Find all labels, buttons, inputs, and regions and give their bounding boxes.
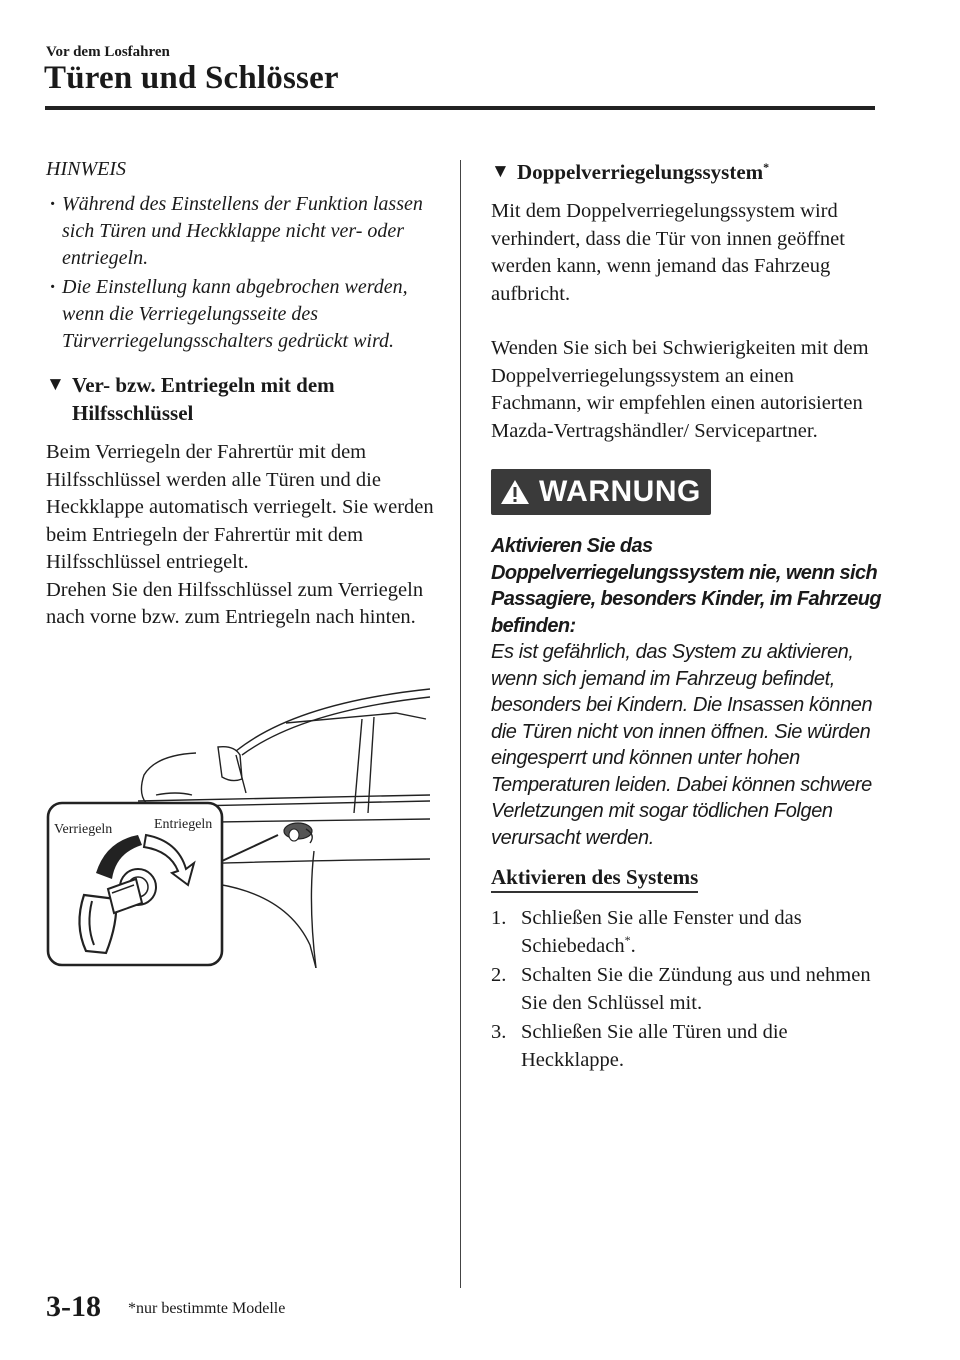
note-item: · Während des Einstellens der Funktion lassen sich Türen und Heckklappe nicht ver- oder entriegeln.	[46, 191, 436, 272]
warning-bold-text: Aktivieren Sie das Doppelverriegelungssystem nie, wenn sich Passagiere, besonders Kinder, im Fahrzeug befinden:	[491, 535, 881, 637]
step-number: 1.	[491, 907, 507, 929]
page-number: 3-18	[46, 1290, 101, 1323]
step-text: Schließen Sie alle Türen und die Heckklappe.	[521, 1021, 788, 1071]
list-item	[491, 905, 881, 960]
lock-label: Verriegeln	[54, 822, 113, 837]
key-illustration	[46, 683, 432, 968]
warning-text	[491, 533, 881, 851]
warning-badge	[491, 469, 711, 515]
step-number: 2.	[491, 964, 507, 986]
footnote-mark: *	[763, 160, 770, 174]
note-heading: HINWEIS	[46, 158, 126, 180]
note-item: · Die Einstellung kann abgebrochen werden, wenn die Verriegelungsseite des Türverriegelungsschalters gedrückt wird.	[46, 274, 436, 355]
activation-steps	[491, 905, 881, 1074]
subsection-paragraph: Drehen Sie den Hilfsschlüssel zum Verriegeln nach vorne bzw. zum Entriegeln nach hinten.	[46, 578, 424, 628]
warning-body-text: Es ist gefährlich, das System zu aktivieren, wenn sich jemand im Fahrzeug befindet, besonders bei Kindern. Die Insassen können die Türen nicht von innen öffnen. Sie würden eingesperrt und können unter hohen Temperaturen leiden. Dabei können schwere Verletzungen mit sogar tödlichen Folgen verursacht werden.	[491, 641, 873, 849]
left-column	[46, 158, 436, 632]
subsection-paragraph: Beim Verriegeln der Fahrertür mit dem Hilfsschlüssel werden alle Türen und die Heckklappe automatisch verriegelt. Sie werden beim Entriegeln der Fahrertür mit dem Hilfsschlüssel entriegelt.	[46, 441, 434, 573]
warning-label: WARNUNG	[539, 475, 701, 508]
triangle-down-icon: ▼	[491, 161, 510, 182]
footnote-mark: *	[624, 932, 631, 947]
double-lock-paragraph: Mit dem Doppelverriegelungssystem wird verhindert, dass die Tür von innen geöffnet werden kann, wenn jemand das Fahrzeug aufbricht.	[491, 200, 845, 305]
warning-triangle-icon	[499, 478, 531, 506]
subsection-heading-line1: Ver- bzw. Entriegeln mit dem	[72, 373, 335, 397]
step-text: Schalten Sie die Zündung aus und nehmen Sie den Schlüssel mit.	[521, 964, 871, 1014]
step-text: Schließen Sie alle Fenster und das Schiebedach	[521, 907, 802, 957]
double-lock-paragraph: Wenden Sie sich bei Schwierigkeiten mit dem Doppelverriegelungssystem an einen Fachmann, wir empfehlen einen autorisierten Mazda-Vertragshändler/ Servicepartner.	[491, 337, 869, 442]
subsection-heading-line2: Hilfsschlüssel	[72, 401, 194, 425]
unlock-label: Entriegeln	[154, 817, 213, 832]
car-door-key-drawing	[46, 683, 432, 968]
list-item	[491, 962, 881, 1017]
right-column	[491, 158, 881, 1076]
footnote: *nur bestimmte Modelle	[128, 1300, 286, 1317]
activation-heading: Aktivieren des Systems	[491, 865, 698, 893]
page-title: Türen und Schlösser	[44, 60, 339, 96]
double-lock-heading	[491, 158, 881, 186]
title-rule	[45, 106, 875, 110]
triangle-down-icon: ▼	[46, 374, 65, 395]
double-lock-heading-text: Doppelverriegelungssystem	[517, 160, 764, 184]
list-item	[491, 1019, 881, 1074]
column-divider	[460, 160, 461, 1288]
door-handle-icon	[284, 823, 312, 843]
callout-line	[222, 835, 278, 861]
step-number: 3.	[491, 1021, 507, 1043]
section-label: Vor dem Losfahren	[46, 44, 170, 60]
subsection-heading	[46, 371, 436, 427]
step-end: .	[630, 934, 636, 957]
note-list	[46, 191, 436, 355]
